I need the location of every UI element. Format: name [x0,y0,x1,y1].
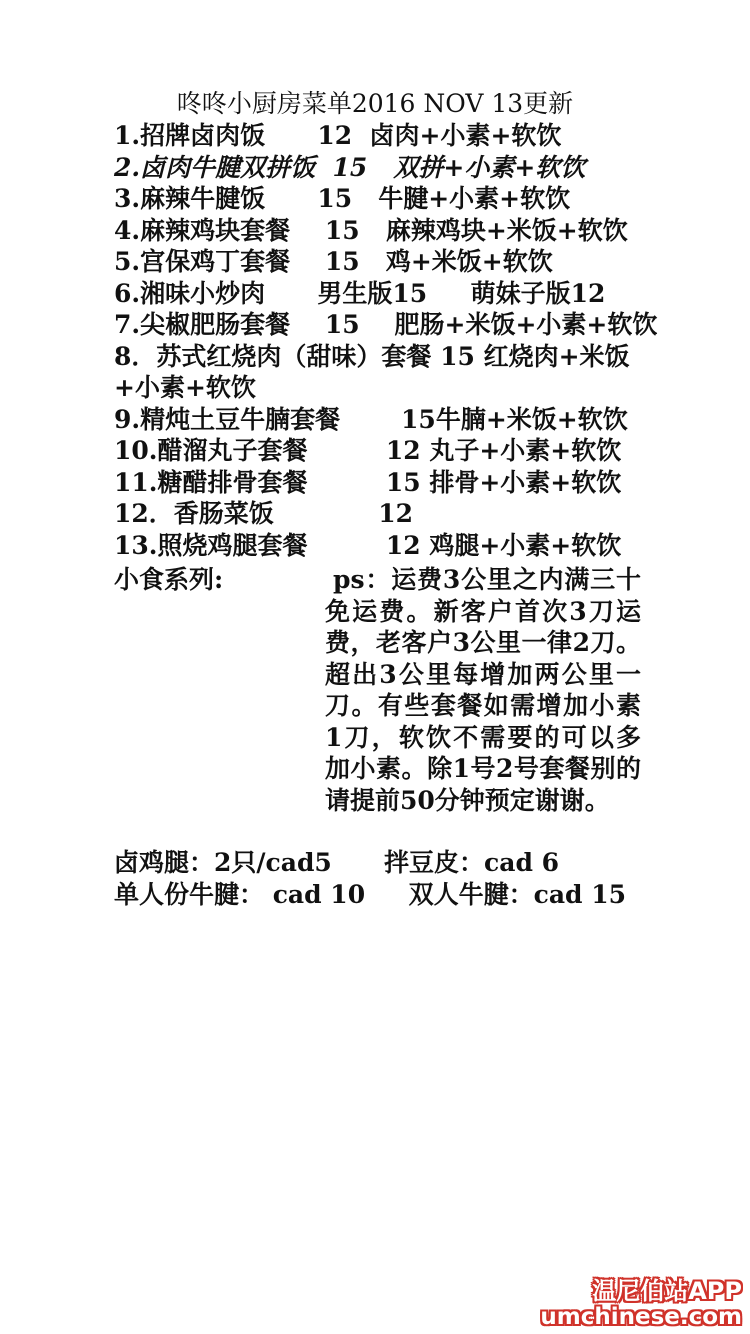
watermark-url: umchinese.com [540,1304,742,1330]
snack-item: 卤鸡腿：2只/cad5 拌豆皮：cad 6 [114,848,560,877]
menu-item: 9.精炖土豆牛腩套餐 15牛腩+米饭+软饮 [114,404,628,434]
snack-list [114,847,626,910]
menu-item: 8．苏式红烧肉（甜味）套餐 15 红烧肉+米饭+小素+软饮 [114,341,630,402]
snack-section-label: 小食系列: [114,565,224,594]
menu-item: 7.尖椒肥肠套餐 15 肥肠+米饭+小素+软饮 [114,310,658,339]
menu-title: 咚咚小厨房菜单2016 NOV 13更新 [176,89,574,118]
site-watermark [540,1278,742,1330]
snack-item: 单人份牛腱： cad 10 双人牛腱：cad 15 [114,879,627,909]
menu-item: 10.醋溜丸子套餐 12 丸子+小素+软饮 [114,436,622,465]
menu-item: 2.卤肉牛腱双拼饭 15 双拼+小素+软饮 [114,152,586,182]
menu-item: 11.糖醋排骨套餐 15 排骨+小素+软饮 [114,467,622,497]
menu-item: 6.湘味小炒肉 男生版15 萌妹子版12 [114,278,606,308]
menu-item: 1.招牌卤肉饭 12 卤肉+小素+软饮 [114,121,562,150]
menu-item: 4.麻辣鸡块套餐 15 麻辣鸡块+米饭+软饮 [114,215,628,245]
delivery-note: ps：运费3公里之内满三十免运费。新客户首次3刀运费，老客户3公里一律2刀。超出3公里每增加两公里一刀。有些套餐如需增加小素1刀，软饮不需要的可以多加小素。除1号2号套餐别的请提前50分钟预定谢谢。 [325,565,641,815]
menu-item: 13.照烧鸡腿套餐 12 鸡腿+小素+软饮 [114,530,622,560]
menu-item: 12．香肠菜饭 12 [114,499,414,528]
menu-list [114,120,658,561]
menu-item: 5.宫保鸡丁套餐 15 鸡+米饭+软饮 [114,247,553,276]
menu-item: 3.麻辣牛腱饭 15 牛腱+小素+软饮 [114,184,571,213]
watermark-app-name: 温尼伯站APP [592,1277,742,1305]
